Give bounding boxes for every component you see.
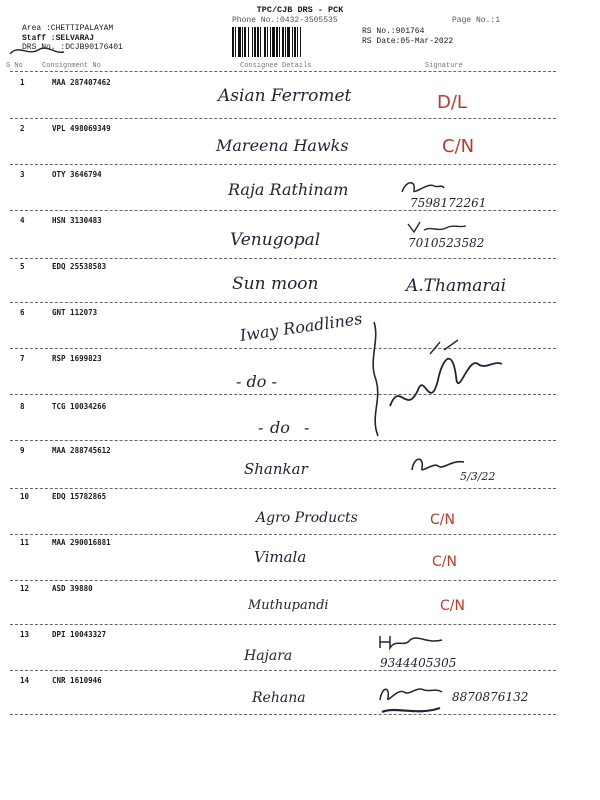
consignee-name: Shankar — [244, 460, 308, 478]
signature-scribble-icon — [408, 452, 468, 478]
column-signature: Signature — [425, 62, 463, 70]
column-sno: S No — [6, 62, 23, 70]
signature-phone: 8870876132 — [452, 690, 529, 704]
delivery-remark: C/N — [432, 554, 457, 570]
signature-date: 5/3/22 — [460, 470, 496, 483]
signature-scribble-icon — [376, 682, 446, 718]
consignee-name: Hajara — [244, 648, 293, 664]
delivery-remark: C/N — [440, 598, 465, 614]
row-divider — [10, 118, 556, 119]
signature-phone: 7598172261 — [410, 196, 487, 210]
signature-scribble-icon — [398, 178, 448, 198]
row-number: 13 — [20, 630, 30, 639]
pen-mark-icon — [8, 40, 68, 60]
row-divider — [10, 302, 556, 303]
row-divider — [10, 534, 556, 535]
area-label: Area :CHETTIPALAYAM — [22, 24, 114, 33]
signature-scribble-icon — [376, 632, 446, 652]
consignment-number: DPI 10043327 — [52, 630, 107, 639]
row-divider — [10, 670, 556, 671]
consignee-name: Venugopal — [230, 230, 321, 250]
row-number: 11 — [20, 538, 30, 547]
barcode-icon — [232, 27, 350, 57]
consignee-name: Vimala — [254, 548, 307, 566]
consignment-number: GNT 112073 — [52, 308, 98, 317]
consignment-number: VPL 498069349 — [52, 124, 111, 133]
row-divider — [10, 624, 556, 625]
signature-name: A.Thamarai — [406, 276, 507, 296]
column-consignment: Consignment No — [42, 62, 101, 70]
row-divider — [10, 440, 556, 441]
row-divider — [10, 714, 556, 715]
consignee-name: Sun moon — [232, 274, 319, 294]
row-number: 14 — [20, 676, 30, 685]
row-number: 4 — [20, 216, 25, 225]
consignment-number: MAA 287407462 — [52, 78, 111, 87]
consignee-name: Rehana — [252, 690, 306, 706]
row-number: 10 — [20, 492, 30, 501]
phone-number: Phone No.:0432-3505535 — [232, 16, 338, 25]
consignee-name: Mareena Hawks — [216, 136, 349, 155]
row-number: 7 — [20, 354, 25, 363]
header-divider — [10, 71, 556, 72]
ditto-dash: - — [304, 418, 310, 437]
row-divider — [10, 258, 556, 259]
bracket-signature-icon — [360, 320, 510, 440]
rs-date: RS Date:05-Mar-2022 — [362, 36, 454, 46]
consignee-name: - do - — [236, 372, 277, 391]
consignment-number: HSN 3130483 — [52, 216, 102, 225]
row-number: 6 — [20, 308, 25, 317]
consignee-name: do — [270, 418, 290, 437]
consignee-name: Raja Rathinam — [228, 180, 349, 199]
consignment-number: OTY 3646794 — [52, 170, 102, 179]
row-divider — [10, 210, 556, 211]
consignment-number: TCG 10034266 — [52, 402, 107, 411]
consignment-number: CNR 1610946 — [52, 676, 102, 685]
drs-number: DRS No. :DCJB90176401 — [22, 43, 123, 52]
document-title: TPC/CJB DRS - PCK — [256, 5, 344, 15]
consignment-number: MAA 290016881 — [52, 538, 111, 547]
page-number: Page No.:1 — [452, 16, 501, 25]
consignment-number: RSP 1699823 — [52, 354, 102, 363]
consignee-name: Asian Ferromet — [218, 86, 352, 106]
consignment-number: EDQ 15782865 — [52, 492, 107, 501]
staff-label: Staff :SELVARAJ — [22, 33, 95, 43]
row-divider — [10, 488, 556, 489]
signature-phone: 7010523582 — [408, 236, 485, 250]
column-consignee: Consignee Details — [240, 62, 312, 70]
consignee-name: Agro Products — [256, 510, 358, 526]
signature-scribble-icon — [406, 220, 468, 236]
delivery-remark: D/L — [437, 92, 467, 113]
delivery-remark: C/N — [430, 512, 455, 528]
row-number: 1 — [20, 78, 25, 87]
signature-phone: 9344405305 — [380, 656, 457, 670]
consignment-number: ASD 39880 — [52, 584, 93, 593]
consignment-number: MAA 288745612 — [52, 446, 111, 455]
row-number: 8 — [20, 402, 25, 411]
row-number: 5 — [20, 262, 25, 271]
row-number: 2 — [20, 124, 25, 133]
row-number: 9 — [20, 446, 25, 455]
row-divider — [10, 580, 556, 581]
consignment-number: EDQ 25538583 — [52, 262, 107, 271]
row-number: 12 — [20, 584, 30, 593]
rs-info — [362, 27, 453, 46]
delivery-remark: C/N — [442, 136, 475, 157]
ditto-dash: - — [258, 418, 264, 437]
row-number: 3 — [20, 170, 25, 179]
consignee-name: Muthupandi — [248, 598, 329, 613]
rs-number: RS No.:901764 — [362, 27, 425, 36]
consignee-name: Iway Roadlines — [238, 308, 364, 345]
row-divider — [10, 164, 556, 165]
